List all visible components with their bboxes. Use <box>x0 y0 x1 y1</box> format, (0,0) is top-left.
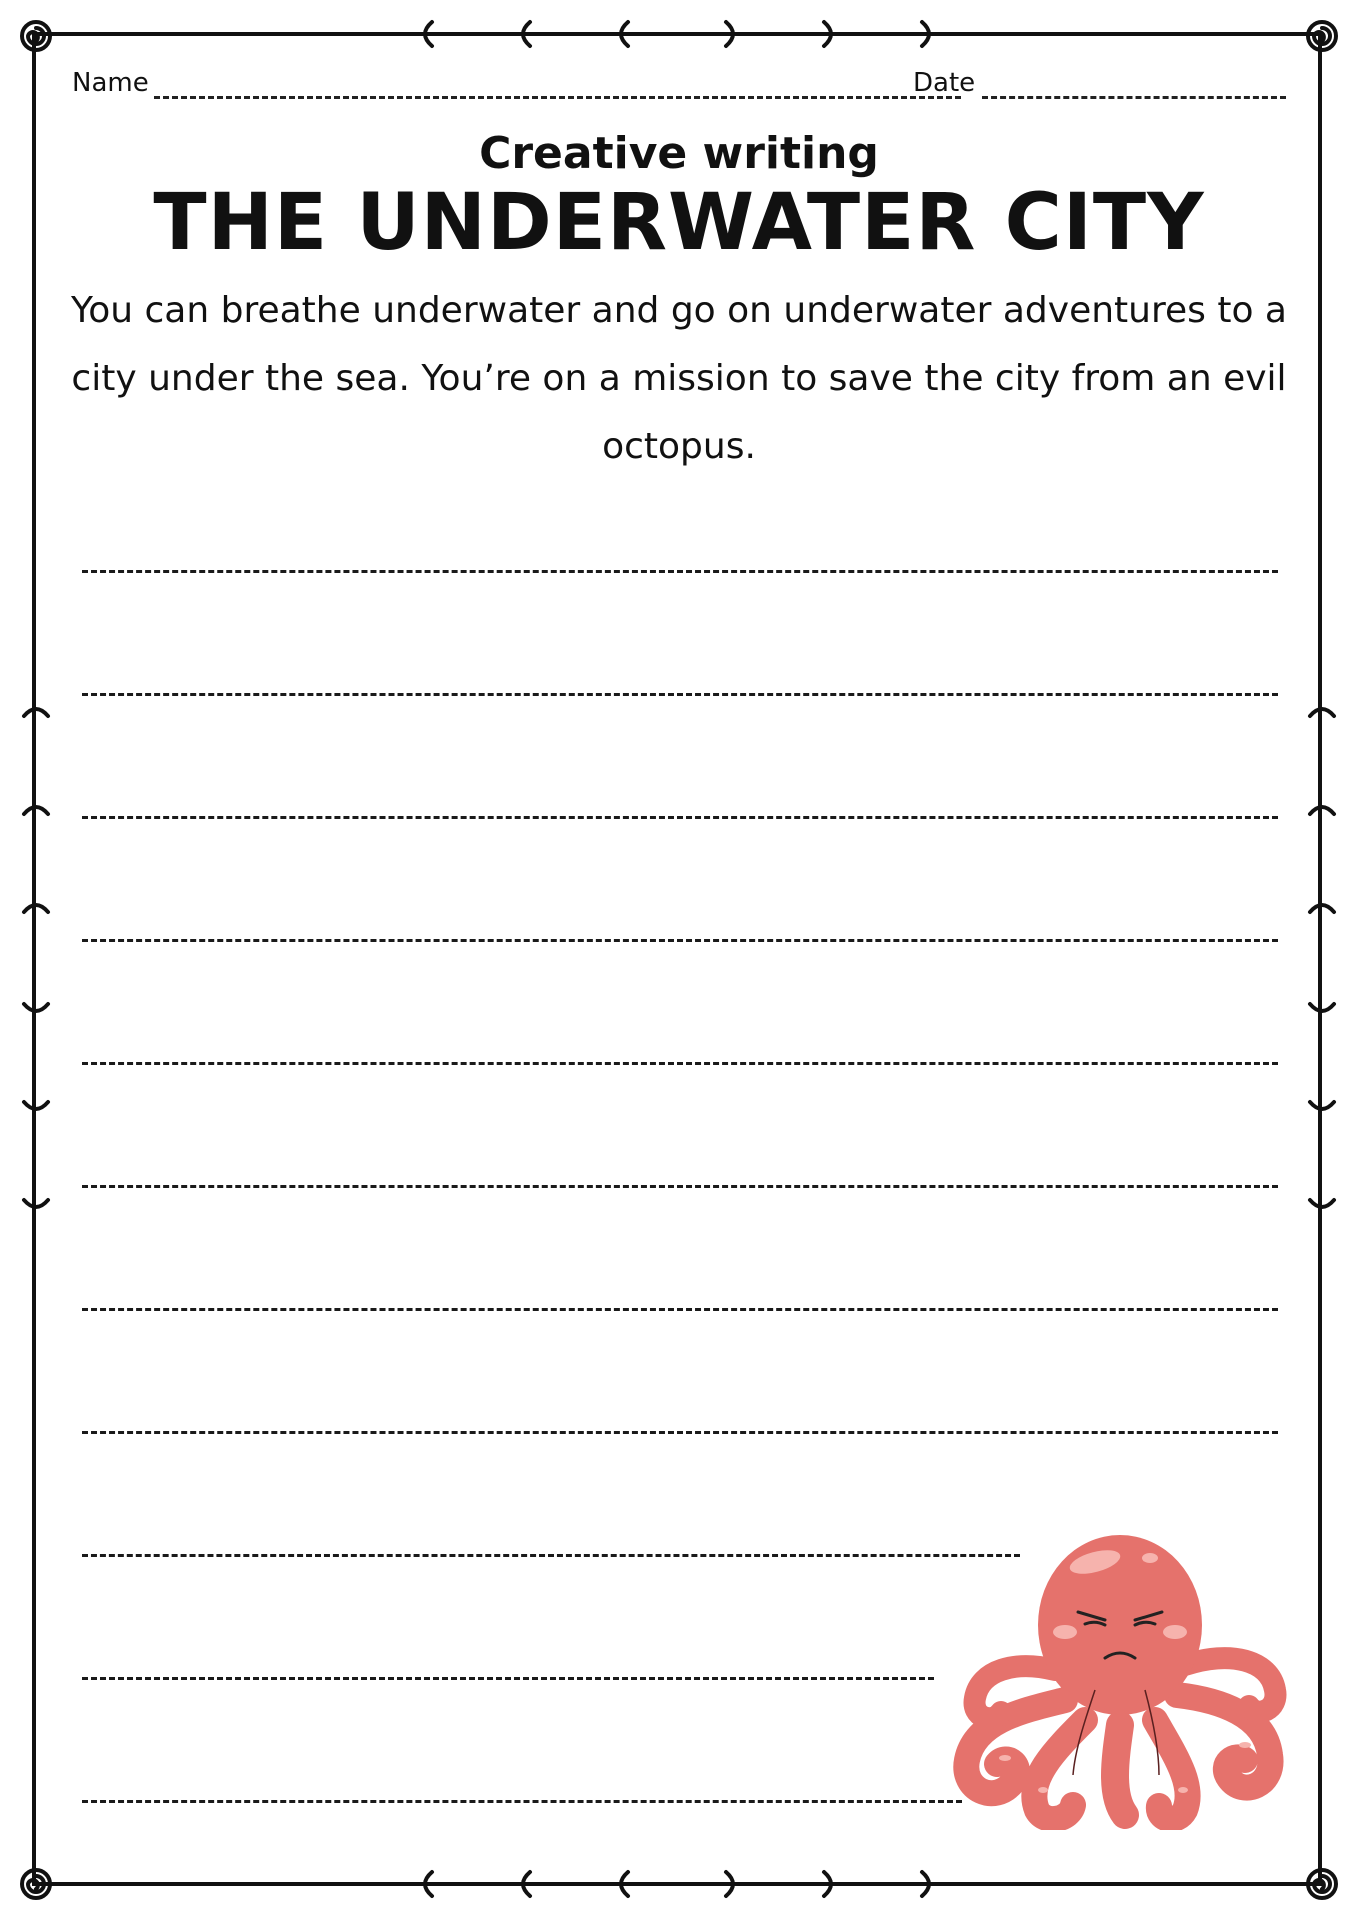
octopus-icon <box>966 1535 1275 1819</box>
writing-line[interactable] <box>82 1185 1278 1188</box>
date-field[interactable] <box>982 96 1286 99</box>
header-row <box>70 64 1290 104</box>
writing-line[interactable] <box>82 693 1278 696</box>
octopus-illustration <box>945 1520 1295 1830</box>
writing-prompt: You can breathe underwater and go on underwater adventures to a city under the sea. You’re on a mission to save the city from an evil octopus. <box>71 290 1287 467</box>
writing-line[interactable] <box>82 570 1278 573</box>
date-label: Date <box>913 68 976 98</box>
writing-line[interactable] <box>82 1062 1278 1065</box>
name-field[interactable] <box>154 96 961 99</box>
writing-line[interactable] <box>82 1677 934 1680</box>
name-label: Name <box>72 68 149 98</box>
writing-line[interactable] <box>82 939 1278 942</box>
writing-line[interactable] <box>82 1800 962 1803</box>
subtitle: Creative writing <box>479 128 879 179</box>
writing-line[interactable] <box>82 1431 1278 1434</box>
writing-line[interactable] <box>82 1308 1278 1311</box>
writing-line[interactable] <box>82 1554 1020 1557</box>
writing-line[interactable] <box>82 816 1278 819</box>
page-title: THE UNDERWATER CITY <box>153 178 1205 268</box>
